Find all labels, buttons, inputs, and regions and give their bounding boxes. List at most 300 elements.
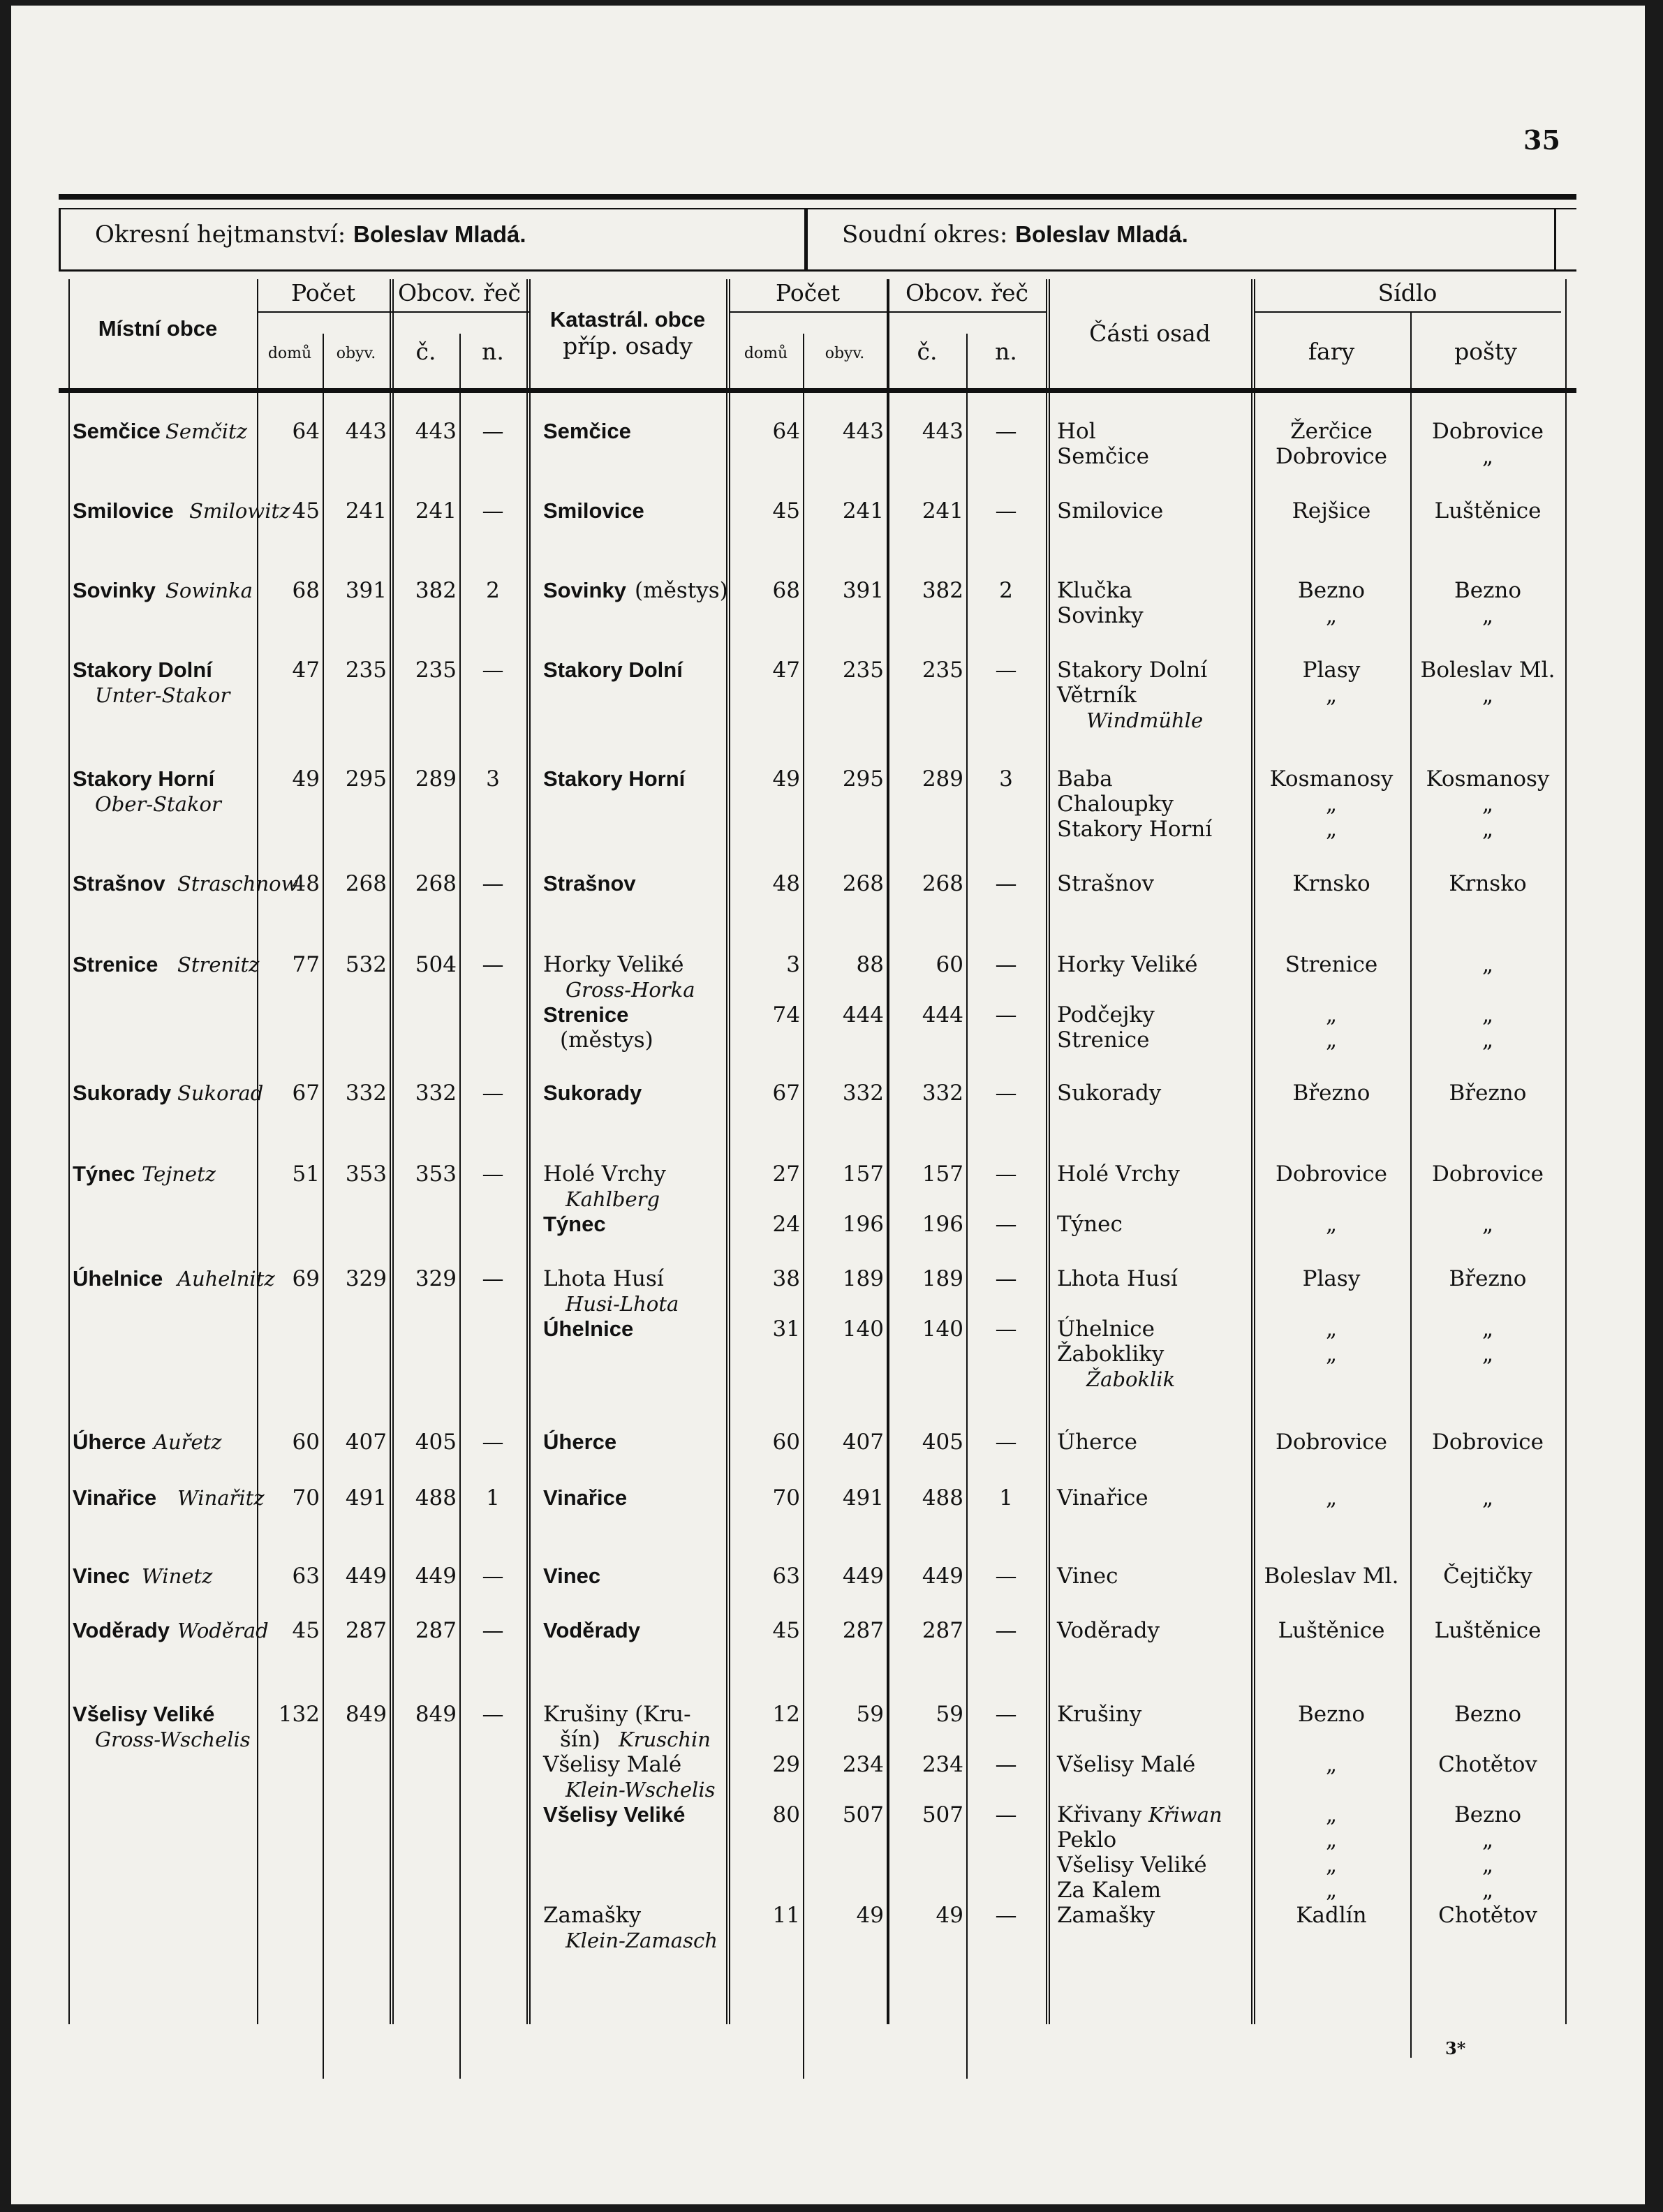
cad-german: — [995,1702,1017,1727]
german-speakers: 3 [486,766,500,792]
parish: Dobrovice [1276,1161,1387,1187]
cadastral-name: Úherce [543,1430,617,1454]
settlement-part: Zamašky [1057,1903,1155,1928]
parish: „ [1325,1316,1338,1342]
district-label: Okresní hejtmanství: [95,221,346,248]
population: 849 [345,1702,387,1727]
parish: „ [1325,1212,1338,1237]
settlement-part: Týnec [1057,1212,1123,1237]
subrule-3 [1254,311,1561,313]
german-speakers: — [482,1430,504,1455]
settlement-part: Horky Veliké [1057,952,1198,977]
local-name-de: Smilowitz [189,499,290,523]
post-office: Kosmanosy [1426,766,1550,792]
cad-german: — [995,1161,1017,1187]
cad-population: 444 [842,1002,884,1027]
cad-czech: 235 [922,658,963,683]
czech-speakers: 382 [415,578,457,603]
col-posty: pošty [1454,338,1517,365]
col-n-2: n. [995,338,1017,365]
header-left-border [59,208,61,271]
cadastral-name-de: Gross-Horka [566,978,695,1002]
houses: 64 [292,419,320,444]
cadastral-suffix: (městys) [560,1027,653,1053]
houses: 47 [292,658,320,683]
post-office: „ [1481,1027,1494,1053]
settlement-part: Chaloupky [1057,792,1174,817]
column-rule [1046,279,1047,2024]
cadastral-name: Sovinky [543,578,626,602]
houses: 45 [292,1618,320,1643]
cad-german: — [995,871,1017,896]
population: 329 [345,1266,387,1291]
cad-population: 295 [842,766,884,792]
column-rule [529,279,531,2024]
cad-population: 157 [842,1161,884,1187]
cad-houses: 24 [772,1212,800,1237]
houses: 69 [292,1266,320,1291]
settlement-part: Klučka [1057,578,1132,603]
col-casti: Části osad [1089,320,1211,347]
col-obyv-2: obyv. [825,345,865,362]
header-bottom-rule [59,269,1576,272]
settlement-part: Voděrady [1057,1618,1160,1643]
post-office: Bezno [1454,578,1522,603]
col-domu: domů [267,345,312,362]
german-speakers: — [482,1702,504,1727]
local-name: Strenice [73,952,158,977]
houses: 77 [292,952,320,977]
population: 241 [345,498,387,524]
cad-czech: 59 [936,1702,963,1727]
german-speakers: — [482,419,504,444]
cad-houses: 80 [772,1802,800,1827]
settlement-part: Úherce [1057,1430,1137,1455]
population: 407 [345,1430,387,1455]
cadastral-name-2: šín) [560,1727,600,1752]
local-name-de: Gross-Wschelis [95,1728,251,1751]
cadastral-name: Úhelnice [543,1316,634,1341]
cad-german: — [995,952,1017,977]
cad-german: — [995,1212,1017,1237]
cad-czech: 507 [922,1802,963,1827]
court-heading [842,221,1188,248]
parish: Březno [1292,1081,1370,1106]
parish: Krnsko [1292,871,1370,896]
cad-population: 196 [842,1212,884,1237]
post-office: „ [1481,1212,1494,1237]
cad-houses: 3 [786,952,800,977]
cad-german: 2 [999,578,1013,603]
parish: „ [1325,792,1338,817]
cad-czech: 241 [922,498,963,524]
post-office: „ [1481,952,1494,977]
parish: „ [1325,1878,1338,1903]
cadastral-name: Horky Veliké [543,952,684,977]
parish: Plasy [1302,1266,1361,1291]
german-speakers: — [482,1618,504,1643]
post-office: Chotětov [1438,1903,1537,1928]
cad-population: 391 [842,578,884,603]
cad-czech: 405 [922,1430,963,1455]
cad-houses: 11 [772,1903,800,1928]
settlement-part: Strašnov [1057,871,1155,896]
czech-speakers: 332 [415,1081,457,1106]
parish: Boleslav Ml. [1264,1564,1399,1589]
houses: 60 [292,1430,320,1455]
cadastral-name: Lhota Husí [543,1266,664,1291]
post-office: Březno [1449,1266,1527,1291]
cad-german: — [995,1430,1017,1455]
cad-german: — [995,1002,1017,1027]
local-name: Stakory Dolní [73,658,212,682]
settlement-part: Žabokliky [1057,1342,1165,1367]
settlement-part: Stakory Horní [1057,817,1213,842]
population: 353 [345,1161,387,1187]
parish: „ [1325,1485,1338,1510]
cad-german: — [995,1802,1017,1827]
post-office: „ [1481,1002,1494,1027]
parish: „ [1325,603,1338,628]
czech-speakers: 443 [415,419,457,444]
houses: 132 [278,1702,320,1727]
post-office: „ [1481,817,1494,842]
cad-german: — [995,1752,1017,1777]
houses: 63 [292,1564,320,1589]
cad-houses: 63 [772,1564,800,1589]
german-speakers: — [482,1266,504,1291]
cad-population: 268 [842,871,884,896]
cadastral-suffix: (městys) [635,578,728,603]
cad-german: — [995,1316,1017,1342]
post-office: Luštěnice [1434,498,1542,524]
cadastral-name: Stakory Dolní [543,658,683,682]
cad-houses: 74 [772,1002,800,1027]
cadastral-name: Všelisy Malé [543,1752,682,1777]
col-obcov-rec-2: Obcov. řeč [905,279,1029,306]
cad-german: — [995,1564,1017,1589]
czech-speakers: 405 [415,1430,457,1455]
post-office: „ [1481,1878,1494,1903]
col-c: č. [415,338,436,365]
local-name: Semčice [73,419,161,443]
cad-czech: 289 [922,766,963,792]
column-rule [1049,279,1050,2024]
cad-houses: 12 [772,1702,800,1727]
cadastral-name-de: Klein-Wschelis [566,1778,716,1802]
post-office: „ [1481,1485,1494,1510]
parish: Dobrovice [1276,444,1387,469]
cad-houses: 29 [772,1752,800,1777]
cad-population: 189 [842,1266,884,1291]
cad-german: — [995,658,1017,683]
cad-houses: 47 [772,658,800,683]
cadastral-name-de: Kruschin [619,1728,711,1751]
settlement-part: Podčejky [1057,1002,1155,1027]
cad-population: 49 [856,1903,884,1928]
col-n: n. [482,338,504,365]
local-name-de: Straschnow [177,872,299,896]
cad-houses: 31 [772,1316,800,1342]
cad-houses: 38 [772,1266,800,1291]
parish: Kadlín [1296,1903,1367,1928]
post-office: „ [1481,1827,1494,1853]
parish: „ [1325,683,1338,708]
subrule-1 [257,311,531,313]
local-name: Úherce [73,1430,147,1454]
settlement-part-de: Žaboklik [1086,1367,1176,1391]
parish: Luštěnice [1278,1618,1385,1643]
cadastral-name: Smilovice [543,498,644,523]
czech-speakers: 268 [415,871,457,896]
post-office: „ [1481,444,1494,469]
post-office: „ [1481,1316,1494,1342]
local-name: Všelisy Veliké [73,1702,215,1726]
district-heading [95,221,526,248]
cad-population: 449 [842,1564,884,1589]
czech-speakers: 235 [415,658,457,683]
czech-speakers: 241 [415,498,457,524]
cad-population: 332 [842,1081,884,1106]
population: 391 [345,578,387,603]
local-name: Sukorady [73,1081,172,1105]
col-obyv: obyv. [336,345,376,362]
cad-population: 507 [842,1802,884,1827]
settlement-part: Úhelnice [1057,1316,1155,1342]
population: 443 [345,419,387,444]
settlement-part: Větrník [1057,683,1137,708]
cadastral-name: Zamašky [543,1903,642,1928]
german-speakers: — [482,952,504,977]
population: 532 [345,952,387,977]
post-office: Bezno [1454,1702,1522,1727]
cad-population: 88 [856,952,884,977]
population: 332 [345,1081,387,1106]
cad-houses: 45 [772,498,800,524]
settlement-part: Smilovice [1057,498,1164,524]
col-sidlo: Sídlo [1377,279,1437,306]
cadastral-name: Stakory Horní [543,766,686,791]
column-rule [726,279,727,2024]
settlement-part: Křivany [1057,1802,1142,1827]
population: 449 [345,1564,387,1589]
population: 491 [345,1485,387,1510]
post-office: Čejtičky [1443,1564,1532,1589]
settlement-part: Hol [1057,419,1096,444]
german-speakers: — [482,658,504,683]
cadastral-name: Všelisy Veliké [543,1802,686,1827]
cad-population: 443 [842,419,884,444]
german-speakers: 1 [486,1485,500,1510]
settlement-part: Lhota Husí [1057,1266,1178,1291]
settlement-part: Vinec [1057,1564,1118,1589]
local-name: Úhelnice [73,1266,163,1291]
settlement-part: Holé Vrchy [1057,1161,1180,1187]
parish: „ [1325,817,1338,842]
parish: Rejšice [1292,498,1371,524]
cad-czech: 444 [922,1002,963,1027]
post-office: Dobrovice [1432,1430,1544,1455]
cad-czech: 49 [936,1903,963,1928]
cadastral-name: Strašnov [543,871,636,896]
local-name-de: Winetz [142,1564,213,1588]
column-rule [257,279,258,2024]
local-name-de: Semčitz [165,420,247,443]
post-office: „ [1481,603,1494,628]
column-rule [392,279,394,2024]
parish: „ [1325,1002,1338,1027]
cad-population: 59 [856,1702,884,1727]
cad-czech: 268 [922,871,963,896]
cadastral-name: Sukorady [543,1081,642,1105]
cad-german: — [995,1081,1017,1106]
cad-houses: 64 [772,419,800,444]
cad-czech: 60 [936,952,963,977]
cad-houses: 68 [772,578,800,603]
houses: 70 [292,1485,320,1510]
cad-houses: 70 [772,1485,800,1510]
column-rule [1251,279,1252,2024]
cad-houses: 49 [772,766,800,792]
czech-speakers: 849 [415,1702,457,1727]
cad-german: — [995,1266,1017,1291]
header-right-border [1554,208,1556,271]
parish: Dobrovice [1276,1430,1387,1455]
cad-german: — [995,419,1017,444]
post-office: Chotětov [1438,1752,1537,1777]
col-pocet-2: Počet [775,279,840,306]
population: 295 [345,766,387,792]
cadastral-name-de: Husi-Lhota [566,1292,679,1316]
parish: Bezno [1297,578,1366,603]
col-obcov-rec: Obcov. řeč [397,279,522,306]
german-speakers: — [482,1081,504,1106]
czech-speakers: 488 [415,1485,457,1510]
german-speakers: — [482,871,504,896]
czech-speakers: 504 [415,952,457,977]
local-name-de: Woděrad [177,1619,269,1642]
parish: „ [1325,1827,1338,1853]
houses: 48 [292,871,320,896]
col-mistni-obce: Místní obce [98,316,218,341]
cad-czech: 196 [922,1212,963,1237]
court-name: Boleslav Mladá. [1015,221,1188,247]
cadastral-name-de: Kahlberg [566,1187,660,1211]
column-rule [526,279,528,2024]
czech-speakers: 353 [415,1161,457,1187]
post-office: „ [1481,1342,1494,1367]
czech-speakers: 329 [415,1266,457,1291]
czech-speakers: 449 [415,1564,457,1589]
local-name: Smilovice [73,498,174,523]
cadastral-name: Holé Vrchy [543,1161,666,1187]
local-name-de: Unter-Stakor [95,683,230,707]
cadastral-name: Strenice [543,1002,629,1027]
page-number: 35 [1523,124,1560,156]
col-fary: fary [1308,338,1355,365]
parish: „ [1325,1853,1338,1878]
cad-czech: 332 [922,1081,963,1106]
parish: „ [1325,1342,1338,1367]
cad-czech: 234 [922,1752,963,1777]
local-name: Voděrady [73,1618,170,1642]
local-name-de: Auhelnitz [177,1267,275,1291]
header-divider [804,208,808,271]
parish: Strenice [1285,952,1378,977]
houses: 49 [292,766,320,792]
cad-houses: 27 [772,1161,800,1187]
settlement-part: Vinařice [1057,1485,1148,1510]
cadastral-name: Semčice [543,419,631,443]
cad-czech: 287 [922,1618,963,1643]
cad-population: 234 [842,1752,884,1777]
cadastral-name: Voděrady [543,1618,640,1642]
settlement-part: Sukorady [1057,1081,1162,1106]
post-office: „ [1481,1853,1494,1878]
population: 287 [345,1618,387,1643]
col-katastr: Katastrál. obce [549,307,706,332]
local-name-de: Auřetz [154,1430,222,1454]
parish: Plasy [1302,658,1361,683]
cad-czech: 449 [922,1564,963,1589]
cadastral-name: Krušiny (Kru- [543,1702,691,1727]
cad-czech: 382 [922,578,963,603]
cad-population: 241 [842,498,884,524]
cad-houses: 67 [772,1081,800,1106]
cad-population: 491 [842,1485,884,1510]
post-office: Bezno [1454,1802,1522,1827]
col-pocet: Počet [290,279,355,306]
header-body-rule [59,388,1576,393]
cad-german: 1 [999,1485,1013,1510]
german-speakers: — [482,1161,504,1187]
settlement-part: Peklo [1057,1827,1117,1853]
court-label: Soudní okres: [842,221,1008,248]
parish: „ [1325,1802,1338,1827]
cad-houses: 45 [772,1618,800,1643]
cad-population: 407 [842,1430,884,1455]
population: 268 [345,871,387,896]
settlement-part: Za Kalem [1057,1878,1162,1903]
cadastral-name-de: Klein-Zamasch [566,1929,718,1952]
houses: 51 [292,1161,320,1187]
settlement-part-de: Křiwan [1148,1803,1222,1827]
parish: Bezno [1297,1702,1366,1727]
column-rule [68,279,70,2024]
post-office: Dobrovice [1432,1161,1544,1187]
local-name-de: Strenitz [177,953,260,977]
cad-czech: 189 [922,1266,963,1291]
settlement-part: Stakory Dolní [1057,658,1208,683]
cad-german: — [995,1618,1017,1643]
cad-houses: 48 [772,871,800,896]
settlement-part: Semčice [1057,444,1149,469]
cad-czech: 443 [922,419,963,444]
parish: „ [1325,1752,1338,1777]
german-speakers: — [482,498,504,524]
col-c-2: č. [917,338,938,365]
post-office: Dobrovice [1432,419,1544,444]
settlement-part: Sovinky [1057,603,1144,628]
german-speakers: — [482,1564,504,1589]
post-office: „ [1481,792,1494,817]
cad-german: 3 [999,766,1013,792]
cad-houses: 60 [772,1430,800,1455]
german-speakers: 2 [486,578,500,603]
cadastral-name: Vinec [543,1564,601,1588]
settlement-part: Všelisy Malé [1057,1752,1196,1777]
local-name-de: Sukorad [177,1081,264,1105]
